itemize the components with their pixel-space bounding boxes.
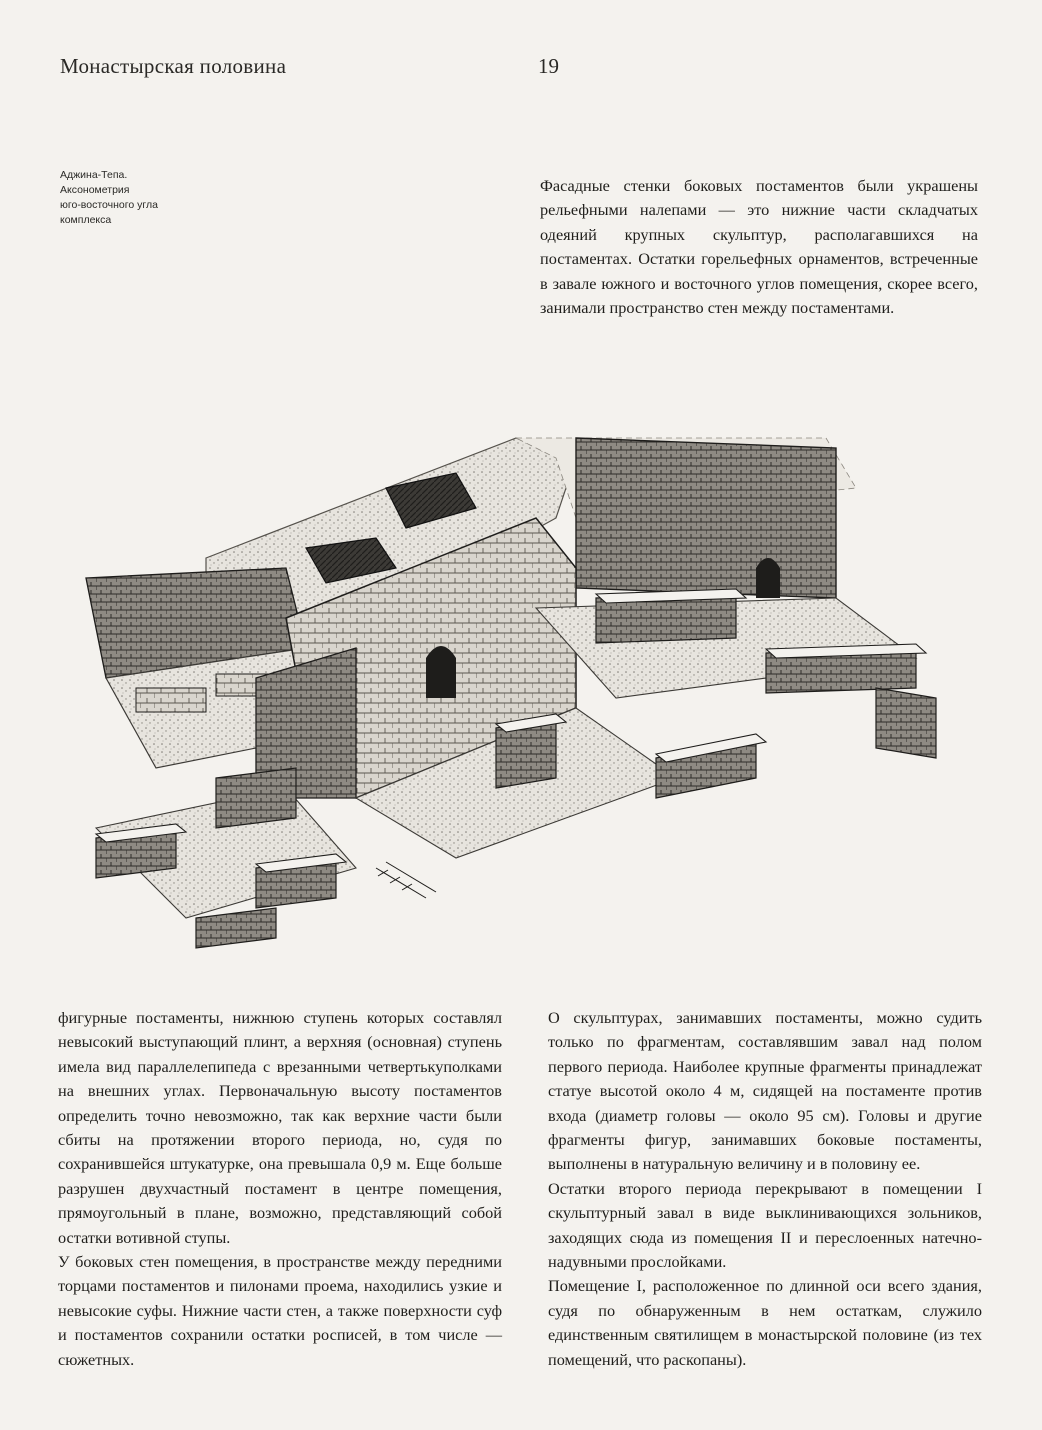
paragraph: Помещение I, расположенное по длинной оси всего здания, судя по обнаруженным в нем остаткам, служило единственным святилищем в монастырской половине (из тех помещений, что раскопаны).: [548, 1276, 982, 1369]
caption-line: комплекса: [60, 214, 112, 226]
postament: [136, 688, 206, 712]
running-title: Монастырская половина: [60, 54, 287, 78]
text-column-bottom-right: [548, 1006, 982, 1372]
archway: [756, 558, 780, 598]
caption-line: Аджина-Тепа.: [60, 169, 128, 181]
page-number: 19: [538, 54, 559, 78]
caption-line: Аксонометрия: [60, 184, 130, 196]
paragraph: Остатки второго периода перекрывают в помещении I скульптурный завал в виде выклинивающихся зольников, заходящих сюда из помещения II и переслоенных натечно-надувными прослойками.: [548, 1178, 982, 1272]
steps: [376, 862, 436, 898]
back-brick-wall: [576, 438, 836, 598]
text-column-bottom-left: [58, 1006, 502, 1372]
paragraph: У боковых стен помещения, в пространстве между передними торцами постаментов и пилонами проема, находились узкие и невысокие суфы. Нижние части стен, а также поверхности суф и постаментов сохранили остатки росписей, в том числе — сюжетных.: [58, 1252, 502, 1369]
paragraph: Фасадные стенки боковых постаментов были украшены рельефными налепами — это нижние части складчатых одеяний крупных скульптур, располагавшихся на постаментах. Остатки горельефных орнаментов, встреченные в завале южного и восточного углов помещения, скорее всего, занимали пространство стен между постаментами.: [540, 176, 978, 318]
text-column-top-right: [540, 174, 978, 320]
figure-caption: [60, 168, 210, 228]
archway: [426, 646, 456, 698]
paragraph: фигурные постаменты, нижнюю ступень которых составлял невысокий выступающий плинт, а верхняя (основная) ступень имела вид параллелепипеда с врезанными четвертькуполками на внешних углах. Первоначальную высоту постаментов определить точно невозможно, так как верхние части были сбиты на протяжении второго периода, но, судя по сохранившейся штукатурке, она превышала 0,9 м. Еще больше разрушен двухчастный постамент в центре помещения, прямоугольный в плане, возможно, представляющий собой остатки вотивной ступы.: [58, 1008, 502, 1247]
caption-line: юго-восточного угла: [60, 199, 158, 211]
paragraph: О скульптурах, занимавших постаменты, можно судить только по фрагментам, составлявшим завал над полом первого периода. Наиболее крупные фрагменты принадлежат статуе высотой около 4 м, сидящей на постаменте против входа (диаметр головы — около 95 см). Головы и другие фрагменты фигур, занимавших боковые постаменты, выполнены в натуральную величину и в половину ее.: [548, 1008, 982, 1174]
axonometric-drawing: [56, 398, 980, 988]
